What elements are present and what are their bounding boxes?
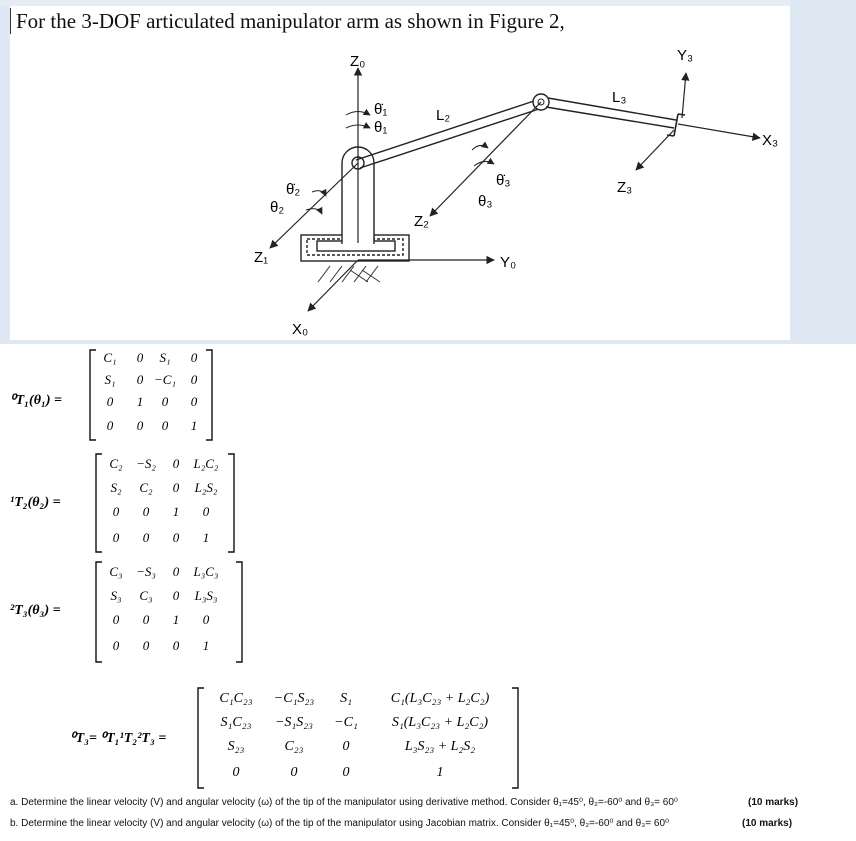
question-b-text: b. Determine the linear velocity (V) and angular velocity (ω) of the tip of the manipulator using Jacobian matrix. Consider θ₁=45⁰, θ₂=-60⁰ and θ₃= 60⁰ — [10, 818, 670, 829]
label-z1: Z₁ — [254, 249, 269, 266]
matrix-t2-cell: 1 — [202, 530, 210, 545]
label-theta2-dot: θ̇₂ — [286, 181, 301, 198]
x0-axis — [308, 260, 358, 311]
matrix-t2-cell: 0 — [202, 504, 210, 519]
matrix-t03-cell: 0 — [232, 765, 240, 780]
matrix-t2-cell: L₂C₂ — [193, 456, 219, 471]
matrix-t3-cell: 0 — [112, 638, 120, 653]
question-b — [10, 815, 856, 833]
matrix-t1-cell: 0 — [106, 394, 114, 409]
matrix-t1-cell: 1 — [136, 394, 144, 409]
matrix-t3-cell: 0 — [172, 588, 180, 603]
transformation-matrices — [0, 344, 856, 794]
matrix-t1-cell: S₁ — [104, 372, 116, 387]
matrix-t2-cell: 0 — [112, 530, 120, 545]
label-theta1: θ₁ — [374, 119, 388, 136]
matrix-t03-cell: 0 — [290, 765, 298, 780]
question-a — [10, 794, 856, 812]
manipulator-figure — [10, 38, 790, 340]
matrix-t2-cell: S₂ — [110, 480, 122, 495]
matrix-t2-cell: 0 — [172, 456, 180, 471]
matrix-t3-cell: C₃ — [139, 588, 153, 603]
matrix-t2-cell: 0 — [142, 530, 150, 545]
matrix-t1-cell: S₁ — [159, 350, 171, 365]
label-l2: L₂ — [436, 107, 451, 124]
label-x3: X₃ — [762, 132, 779, 149]
matrix-t2-cell: L₂S₂ — [194, 480, 218, 495]
matrix-t3-cell: 0 — [202, 612, 210, 627]
matrix-cells — [103, 350, 489, 780]
matrix-t1-cell: 0 — [136, 350, 144, 365]
matrix-t1-cell: 0 — [190, 372, 198, 387]
matrix-t1-cell: 0 — [190, 350, 198, 365]
matrix-t3-cell: 0 — [142, 612, 150, 627]
label-theta3: θ₃ — [478, 193, 493, 210]
matrix-t1-cell: C₁ — [103, 350, 117, 365]
matrix-t2-cell: 1 — [172, 504, 180, 519]
matrix-t03-cell: −C₁S₂₃ — [273, 691, 315, 706]
matrix-t03-cell: S₂₃ — [227, 739, 245, 754]
matrix-t1-lhs: ⁰T₁(θ₁) = — [10, 393, 62, 408]
right-shadow — [790, 0, 856, 342]
matrix-t3-cell: 1 — [172, 612, 180, 627]
question-b-marks: (10 marks) — [742, 818, 793, 829]
matrix-t3-cell: L₃C₃ — [193, 564, 219, 579]
matrix-t3-cell: 0 — [172, 638, 180, 653]
matrix-t03-cell: 0 — [342, 765, 350, 780]
matrix-t03-cell: C₁C₂₃ — [219, 691, 253, 706]
question-a-text: a. Determine the linear velocity (V) and angular velocity (ω) of the tip of the manipulator using derivative method. Consider θ₁=45⁰, θ₂=-60⁰ and θ₃= 60⁰ — [10, 797, 678, 808]
matrix-t1-cell: 0 — [190, 394, 198, 409]
matrix-t2-lhs: ¹T₂(θ₂) = — [10, 495, 61, 510]
left-shadow — [0, 6, 10, 342]
matrix-t2-cell: 0 — [112, 504, 120, 519]
matrix-t03-cell: −S₁S₂₃ — [274, 715, 314, 730]
label-x0: X₀ — [292, 321, 309, 338]
label-z2: Z₂ — [414, 213, 429, 230]
matrix-t3-cell: 0 — [172, 564, 180, 579]
matrix-t03-cell: C₂₃ — [284, 739, 304, 754]
top-band — [0, 0, 856, 6]
matrix-t3-cell: 0 — [142, 638, 150, 653]
matrix-t03-cell: C₁(L₃C₂₃ + L₂C₂) — [390, 691, 490, 706]
matrix-t3-cell: C₃ — [109, 564, 123, 579]
matrix-t03-lhs: ⁰T₃= ⁰T₁¹T₂²T₃ = — [70, 731, 167, 746]
label-l3: L₃ — [612, 89, 627, 106]
label-y0: Y₀ — [500, 254, 517, 271]
matrix-t1-cell: 0 — [136, 372, 144, 387]
x3-axis — [678, 124, 760, 138]
matrix-t2-cell: 0 — [142, 504, 150, 519]
matrix-t3-cell: S₃ — [110, 588, 122, 603]
matrix-t1-cell: 0 — [106, 418, 114, 433]
problem-heading: For the 3-DOF articulated manipulator arm as shown in Figure 2, — [10, 8, 796, 34]
link-l3 — [546, 98, 676, 128]
label-theta2: θ₂ — [270, 199, 285, 216]
matrix-t1-cell: −C₁ — [154, 372, 176, 387]
matrix-t2-cell: C₂ — [139, 480, 153, 495]
matrix-t2-cell: C₂ — [109, 456, 123, 471]
matrix-t3-cell: 0 — [112, 612, 120, 627]
matrix-t3-cell: 1 — [202, 638, 210, 653]
matrix-t03-cell: 1 — [436, 765, 444, 780]
matrix-t1-cell: 0 — [136, 418, 144, 433]
label-theta1-dot: θ̇₁ — [374, 101, 388, 118]
matrix-t03-cell: 0 — [342, 739, 350, 754]
matrix-t03-cell: S₁ — [340, 691, 352, 706]
y3-axis — [682, 73, 686, 118]
matrix-t2-cell: −S₂ — [136, 456, 156, 471]
matrix-t03-cell: S₁(L₃C₂₃ + L₂C₂) — [391, 715, 489, 730]
matrix-t3-cell: −S₃ — [136, 564, 156, 579]
label-theta3-dot: θ̇₃ — [496, 172, 511, 189]
z3-axis — [636, 130, 674, 170]
matrix-t1-cell: 1 — [190, 418, 198, 433]
manipulator-diagram — [10, 38, 790, 340]
matrix-t2-cell: 0 — [172, 480, 180, 495]
matrix-t3-lhs: ²T₃(θ₃) = — [10, 603, 61, 618]
matrix-t03-cell: L₃S₂₃ + L₂S₂ — [404, 739, 476, 754]
matrix-t3-cell: L₃S₃ — [194, 588, 218, 603]
matrix-t03-cell: −C₁ — [334, 715, 358, 730]
matrix-t1-cell: 0 — [161, 418, 169, 433]
label-z3: Z₃ — [617, 179, 633, 196]
label-y3: Y₃ — [677, 47, 694, 64]
matrix-t1-cell: 0 — [161, 394, 169, 409]
question-a-marks: (10 marks) — [748, 797, 799, 808]
matrix-t03-cell: S₁C₂₃ — [220, 715, 252, 730]
matrix-t2-cell: 0 — [172, 530, 180, 545]
label-z0: Z₀ — [350, 53, 366, 70]
